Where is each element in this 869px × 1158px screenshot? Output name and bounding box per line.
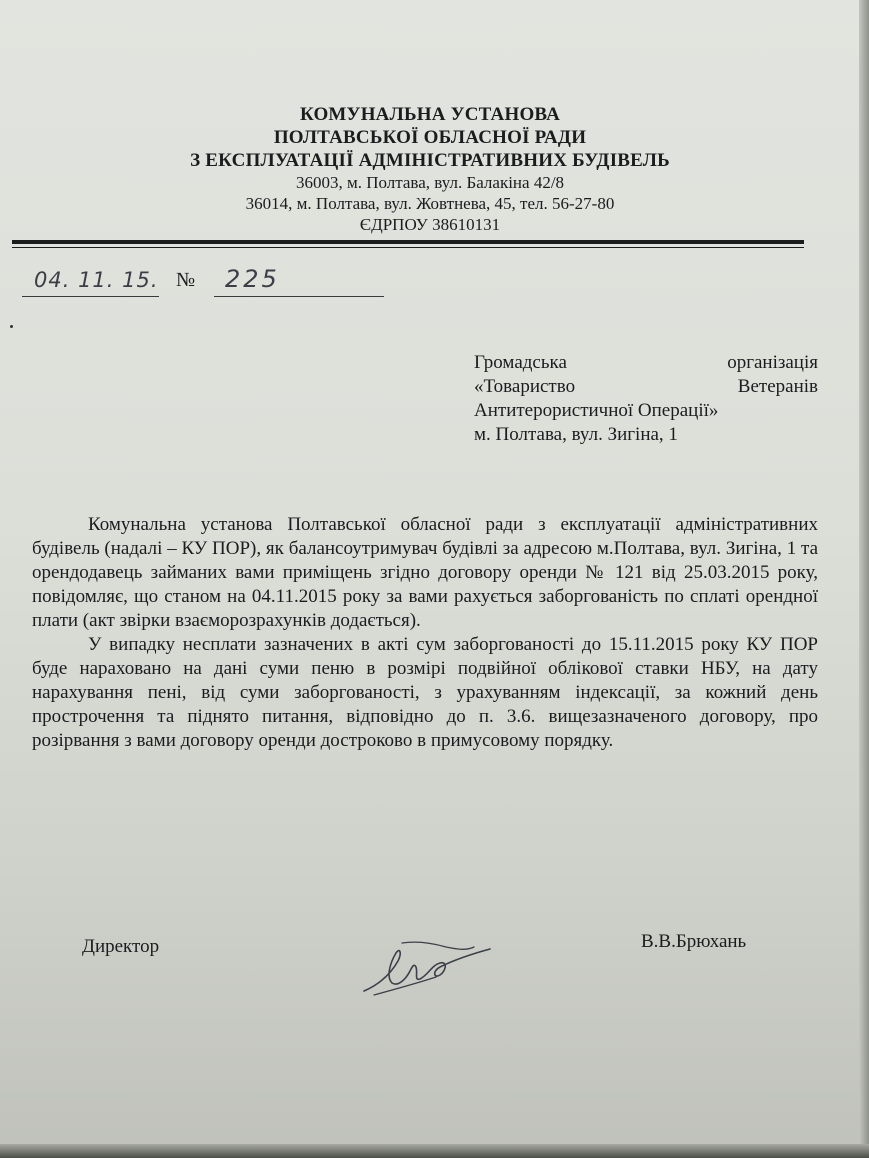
- paper-speck: [10, 325, 13, 328]
- recipient-line-1: Громадська організація: [474, 352, 818, 373]
- handwritten-signature: [356, 933, 496, 997]
- body-paragraph-2: У випадку несплати зазначених в акті сум заборгованості до 15.11.2015 року КУ ПОР буде нараховано на дані суми пеню в розмірі подвійної облікової ставки НБУ, на дату нарахування пені, від суми заборгованості, з урахуванням індексації, за кожний день прострочення та піднято питання, відповідно до п. 3.6. вищезазначеного договору, про розірвання з вами договору оренди достроково в примусовому порядку.: [32, 634, 818, 751]
- registration-number: 225: [225, 265, 280, 293]
- body-paragraph-1: Комунальна установа Полтавської обласної ради з експлуатації адміністративних будівель (надалі – КУ ПОР), як балансоутримувач будівлі за адресою м.Полтава, вул. Зигіна, 1 та орендодавець займаних вами приміщень згідно договору оренди № 121 від 25.03.2015 року, повідомляє, що станом на 04.11.2015 року за вами рахується заборгованість по сплаті орендної плати (акт звірки взаєморозрахунків додається).: [32, 514, 818, 631]
- recipient-line-3: Антитерористичної Операції»: [474, 400, 719, 421]
- edrpou-code: ЄДРПОУ 38610131: [359, 215, 501, 234]
- signatory-title: Директор: [82, 936, 160, 957]
- recipient-block: [474, 351, 818, 447]
- letterhead-rule-thick: [12, 240, 804, 244]
- registration-date: 04. 11. 15.: [34, 268, 159, 292]
- letterhead: [0, 103, 860, 235]
- letter-body: [32, 513, 818, 753]
- letterhead-rule-thin: [12, 247, 804, 248]
- paper-edge-bottom: [0, 1144, 869, 1158]
- signatory-name: В.В.Брюхань: [641, 931, 747, 952]
- recipient-line-4: м. Полтава, вул. Зигіна, 1: [474, 424, 678, 445]
- recipient-line-2: «Товариство Ветеранів: [474, 376, 818, 397]
- address-line-1: 36003, м. Полтава, вул. Балакіна 42/8: [295, 173, 565, 192]
- org-name-line-3: З ЕКСПЛУАТАЦІЇ АДМІНІСТРАТИВНИХ БУДІВЕЛЬ: [190, 150, 670, 171]
- address-line-2: 36014, м. Полтава, вул. Жовтнева, 45, тел. 56-27-80: [245, 194, 615, 213]
- org-name-line-2: ПОЛТАВСЬКОЇ ОБЛАСНОЇ РАДИ: [273, 127, 587, 148]
- org-name-line-1: КОМУНАЛЬНА УСТАНОВА: [299, 104, 561, 125]
- registration-number-sign: №: [176, 269, 196, 291]
- paper-edge-right: [859, 0, 869, 1158]
